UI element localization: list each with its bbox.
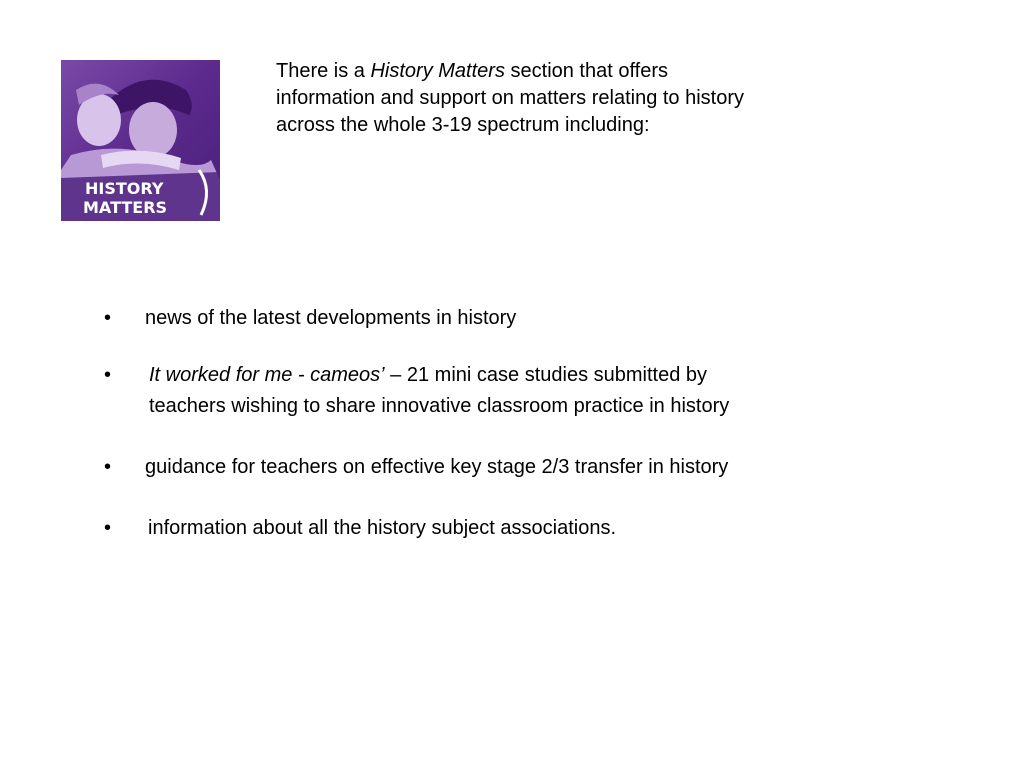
bullet-marker-icon: • xyxy=(104,307,112,329)
intro-line-3: across the whole 3-19 spectrum including: xyxy=(276,114,650,136)
cameos-emphasis: It worked for me - cameos’ xyxy=(149,364,385,386)
bullet-item-guidance: guidance for teachers on effective key stage 2/3 transfer in history xyxy=(145,456,729,478)
intro-line-1: There is a History Matters section that offers xyxy=(276,60,669,82)
intro-line-2: information and support on matters relating to history xyxy=(276,87,745,109)
bullet-item-cameos: It worked for me - cameos’ – 21 mini case studies submitted by teachers wishing to share innovative classroom practice in history xyxy=(149,364,730,417)
logo-text-line2: MATTERS xyxy=(83,198,168,217)
logo-text-line1: HISTORY xyxy=(85,179,164,198)
history-matters-emphasis: History Matters xyxy=(370,60,505,82)
bullet-marker-icon: • xyxy=(104,364,112,386)
bullet-item-associations: information about all the history subject associations. xyxy=(148,517,617,539)
bullet-marker-icon: • xyxy=(104,456,112,478)
bullet-item-news: news of the latest developments in history xyxy=(145,307,517,329)
bullet-marker-icon: • xyxy=(104,517,112,539)
